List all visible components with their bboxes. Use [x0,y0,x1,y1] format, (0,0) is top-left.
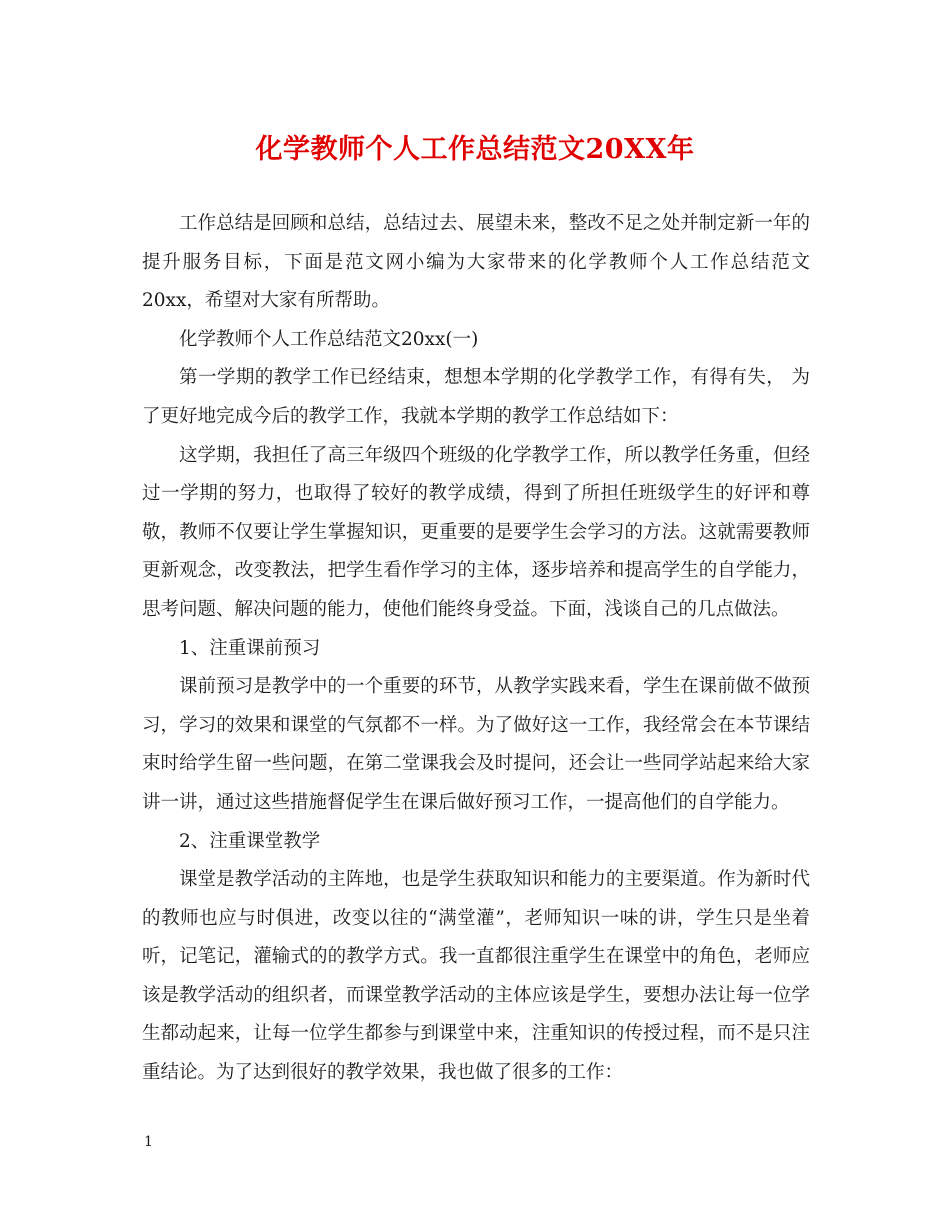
section-heading: 化学教师个人工作总结范文20xx(一) [179,328,479,350]
subsection-heading: 1、注重课前预习 [179,637,321,659]
body-paragraph: 这学期，我担任了高三年级四个班级的化学教学工作，所以教学任务重，但经过一学期的努力，也取得了较好的教学成绩，得到了所担任班级学生的好评和尊敬，教师不仅要让学生掌握知识，更重要的是要学生会学习的方法。这就需要教师更新观念，改变教法，把学生看作学习的主体，逐步培养和提高学生的自学能力，思考问题、解决问题的能力，使他们能终身受益。下面，浅谈自己的几点做法。 [142,444,810,620]
subsection-heading: 2、注重课堂教学 [179,830,321,852]
body-paragraph: 课堂是教学活动的主阵地，也是学生获取知识和能力的主要渠道。作为新时代的教师也应与时俱进，改变以往的“满堂灌”，老师知识一味的讲，学生只是坐着听，记笔记，灌输式的的教学方式。我一直都很注重学生在课堂中的角色，老师应该是教学活动的组织者，而课堂教学活动的主体应该是学生，要想办法让每一位学生都动起来，让每一位学生都参与到课堂中来，注重知识的传授过程，而不是只注重结论。为了达到很好的教学效果，我也做了很多的工作： [142,869,810,1084]
body-paragraph: 课前预习是教学中的一个重要的环节，从教学实践来看，学生在课前做不做预习，学习的效果和课堂的气氛都不一样。为了做好这一工作，我经常会在本节课结束时给学生留一些问题，在第二堂课我会及时提问，还会让一些同学站起来给大家讲一讲，通过这些措施督促学生在课后做好预习工作，一提高他们的自学能力。 [142,676,810,813]
page-number: 1 [144,1134,153,1150]
document-body [142,205,810,1093]
body-paragraph: 第一学期的教学工作已经结束，想想本学期的化学教学工作，有得有失， 为了更好地完成今后的教学工作，我就本学期的教学工作总结如下： [142,367,810,427]
page-title: 化学教师个人工作总结范文20XX年 [255,134,695,165]
intro-paragraph: 工作总结是回顾和总结，总结过去、展望未来，整改不足之处并制定新一年的提升服务目标，下面是范文网小编为大家带来的化学教师个人工作总结范文20xx，希望对大家有所帮助。 [142,213,810,312]
